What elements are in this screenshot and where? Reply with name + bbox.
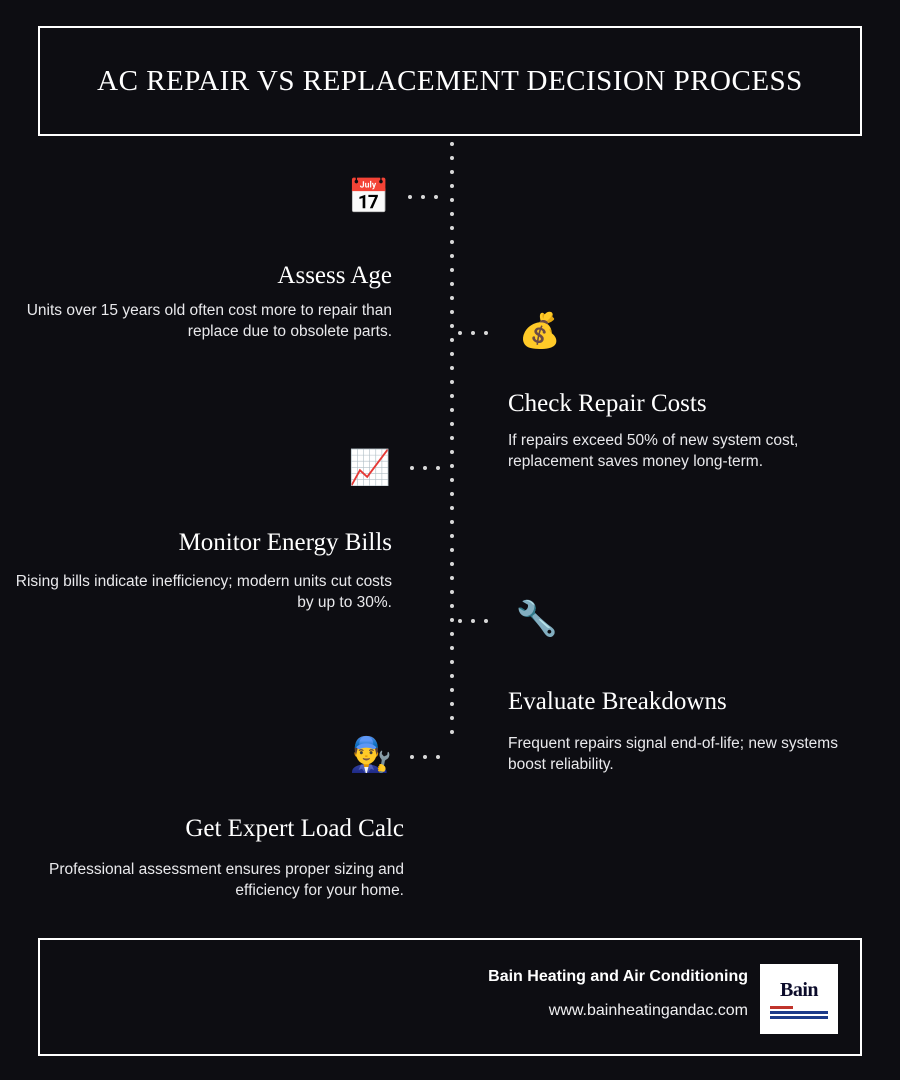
- spine-dot: [450, 688, 454, 692]
- step-heading: Check Repair Costs: [508, 390, 707, 417]
- spine-dot: [450, 184, 454, 188]
- logo-bar-blue-2: [770, 1016, 828, 1019]
- spine-dot: [450, 548, 454, 552]
- step-heading: Evaluate Breakdowns: [508, 688, 727, 715]
- spine-dot: [450, 324, 454, 328]
- step-body: Rising bills indicate inefficiency; modern units cut costs by up to 30%.: [15, 573, 392, 612]
- spine-dot: [450, 296, 454, 300]
- step-heading: Assess Age: [277, 262, 392, 289]
- step-heading: Get Expert Load Calc: [185, 815, 404, 842]
- spine-dot: [450, 268, 454, 272]
- footer-text-block: [488, 968, 748, 1020]
- spine-dot: [450, 240, 454, 244]
- wrench-icon: 🔧: [515, 600, 559, 638]
- logo-wordmark: Bain: [779, 978, 819, 1001]
- spine-dot: [450, 646, 454, 650]
- spine-dot: [450, 702, 454, 706]
- step-body: Frequent repairs signal end-of-life; new systems boost reliability.: [508, 735, 838, 774]
- spine-dot: [450, 464, 454, 468]
- technician-icon: 👨‍🔧: [349, 736, 393, 774]
- spine-dot: [450, 142, 454, 146]
- calendar-icon: 📅: [347, 178, 391, 216]
- spine-dot: [450, 394, 454, 398]
- logo-bar-blue-1: [770, 1011, 828, 1014]
- timeline-spine: [450, 142, 454, 742]
- spine-dot: [450, 562, 454, 566]
- spine-dot: [450, 156, 454, 160]
- website-url: www.bainheatingandac.com: [548, 1002, 748, 1019]
- spine-dot: [450, 422, 454, 426]
- spine-dot: [450, 408, 454, 412]
- spine-dot: [450, 660, 454, 664]
- logo-bar-red: [770, 1006, 793, 1009]
- spine-dot: [450, 576, 454, 580]
- brand-logo: [760, 964, 838, 1034]
- spine-dot: [450, 730, 454, 734]
- spine-dot: [450, 198, 454, 202]
- spine-dot: [450, 282, 454, 286]
- spine-dot: [450, 170, 454, 174]
- company-name: Bain Heating and Air Conditioning: [488, 968, 748, 985]
- spine-dot: [450, 338, 454, 342]
- spine-dot: [450, 212, 454, 216]
- spine-dot: [450, 632, 454, 636]
- spine-dot: [450, 366, 454, 370]
- spine-dot: [450, 618, 454, 622]
- spine-dot: [450, 674, 454, 678]
- step-heading: Monitor Energy Bills: [178, 529, 392, 556]
- spine-dot: [450, 352, 454, 356]
- connector-dots: [458, 331, 488, 335]
- spine-dot: [450, 450, 454, 454]
- spine-dot: [450, 478, 454, 482]
- spine-dot: [450, 590, 454, 594]
- spine-dot: [450, 520, 454, 524]
- spine-dot: [450, 604, 454, 608]
- spine-dot: [450, 492, 454, 496]
- step-body: Professional assessment ensures proper sizing and efficiency for your home.: [49, 861, 404, 900]
- spine-dot: [450, 534, 454, 538]
- footer-banner: [38, 938, 862, 1056]
- chart-increasing-icon: 📈: [348, 449, 392, 487]
- money-bag-icon: 💰: [518, 312, 562, 350]
- logo-bars: [770, 1004, 828, 1019]
- connector-dots: [408, 195, 438, 199]
- step-body: Units over 15 years old often cost more to repair than replace due to obsolete parts.: [26, 302, 392, 341]
- spine-dot: [450, 254, 454, 258]
- step-body: If repairs exceed 50% of new system cost, replacement saves money long-term.: [508, 432, 799, 471]
- page-title: AC REPAIR VS REPLACEMENT DECISION PROCESS: [97, 64, 803, 97]
- spine-dot: [450, 380, 454, 384]
- connector-dots: [410, 755, 440, 759]
- connector-dots: [410, 466, 440, 470]
- connector-dots: [458, 619, 488, 623]
- spine-dot: [450, 506, 454, 510]
- spine-dot: [450, 436, 454, 440]
- spine-dot: [450, 310, 454, 314]
- spine-dot: [450, 226, 454, 230]
- spine-dot: [450, 716, 454, 720]
- title-banner: [38, 26, 862, 136]
